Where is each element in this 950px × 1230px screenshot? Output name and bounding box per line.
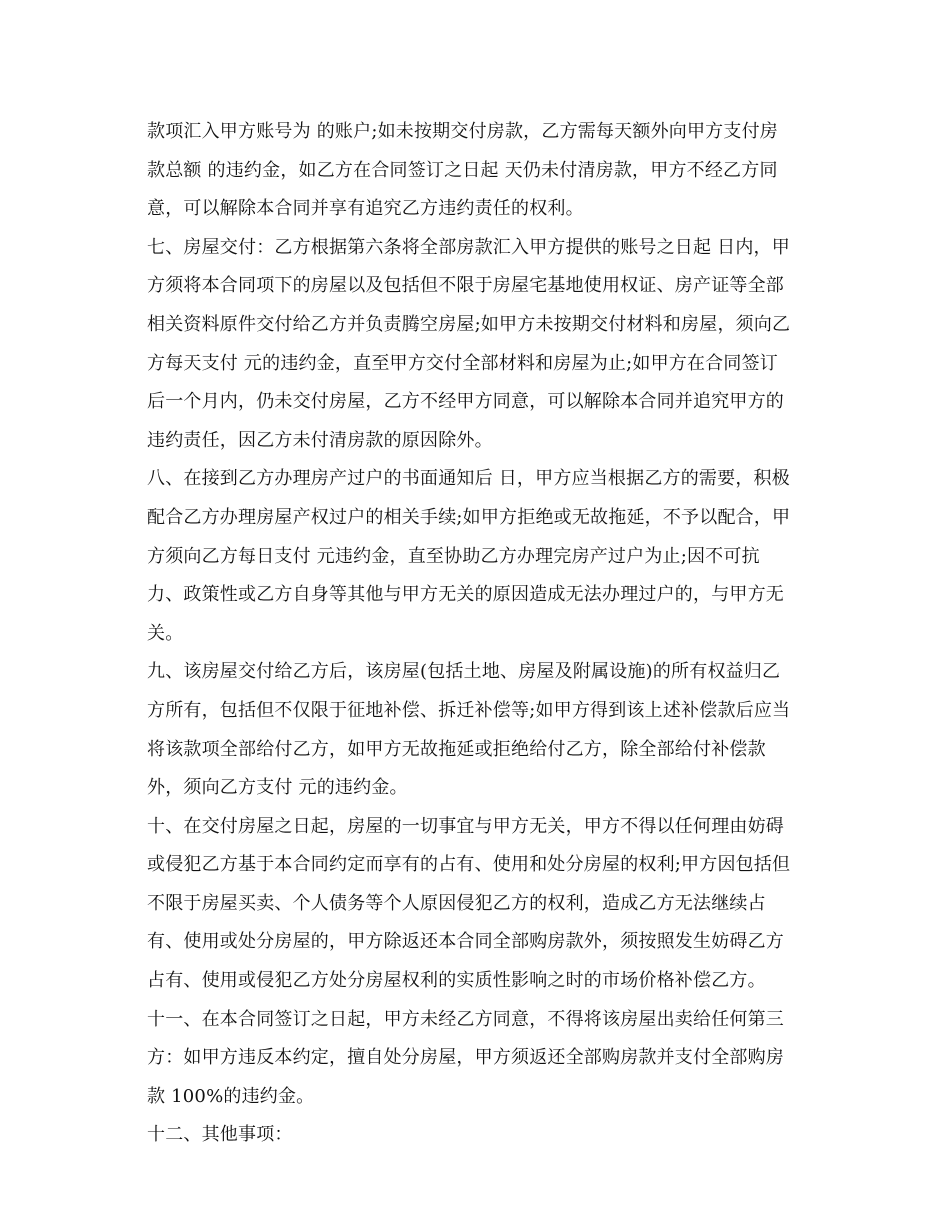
clause-10-heading-line: 十、在交付房屋之日起，房屋的一切事宜与甲方无关，甲方不得以任何理由妨碍 bbox=[147, 815, 784, 837]
clause-11-heading-line: 十一、在本合同签订之日起，甲方未经乙方同意，不得将该房屋出卖给任何第三 bbox=[147, 1008, 784, 1030]
text-line: 方：如甲方违反本约定，擅自处分房屋，甲方须返还全部购房款并支付全部购房 bbox=[147, 1047, 784, 1069]
text-line: 有、使用或处分房屋的，甲方除返还本合同全部购房款外，须按照发生妨碍乙方 bbox=[147, 931, 784, 953]
text-line: 款总额 的违约金，如乙方在合同签订之日起 天仍未付清房款，甲方不经乙方同 bbox=[147, 159, 778, 181]
clause-7-heading-line: 七、房屋交付：乙方根据第六条将全部房款汇入甲方提供的账号之日起 日内，甲 bbox=[147, 236, 790, 258]
text-line: 后一个月内，仍未交付房屋，乙方不经甲方同意，可以解除本合同并追究甲方的 bbox=[147, 391, 784, 413]
text-line: 款 100%的违约金。 bbox=[147, 1085, 315, 1107]
text-line: 违约责任，因乙方未付清房款的原因除外。 bbox=[147, 429, 493, 451]
text-line: 占有、使用或侵犯乙方处分房屋权利的实质性影响之时的市场价格补偿乙方。 bbox=[147, 970, 766, 992]
clause-8-heading-line: 八、在接到乙方办理房产过户的书面通知后 日，甲方应当根据乙方的需要，积极 bbox=[147, 468, 790, 490]
text-line: 方须将本合同项下的房屋以及包括但不限于房屋宅基地使用权证、房产证等全部 bbox=[147, 275, 784, 297]
clause-9-heading-line: 九、该房屋交付给乙方后，该房屋(包括土地、房屋及附属设施)的所有权益归乙 bbox=[147, 661, 781, 683]
text-line: 外，须向乙方支付 元的违约金。 bbox=[147, 777, 408, 799]
text-line: 意，可以解除本合同并享有追究乙方违约责任的权利。 bbox=[147, 198, 584, 220]
text-line: 方须向乙方每日支付 元违约金，直至协助乙方办理完房产过户为止;因不可抗 bbox=[147, 545, 760, 567]
text-line: 或侵犯乙方基于本合同约定而享有的占有、使用和处分房屋的权利;甲方因包括但 bbox=[147, 854, 791, 876]
text-line: 将该款项全部给付乙方，如甲方无故拖延或拒绝给付乙方，除全部给付补偿款 bbox=[147, 738, 766, 760]
text-line: 相关资料原件交付给乙方并负责腾空房屋;如甲方未按期交付材料和房屋，须向乙 bbox=[147, 313, 791, 335]
text-line: 关。 bbox=[147, 622, 184, 644]
text-line: 不限于房屋买卖、个人债务等个人原因侵犯乙方的权利，造成乙方无法继续占 bbox=[147, 892, 766, 914]
text-line: 方所有，包括但不仅限于征地补偿、拆迁补偿等;如甲方得到该上述补偿款后应当 bbox=[147, 699, 791, 721]
contract-body-text bbox=[147, 113, 817, 1155]
text-line: 配合乙方办理房屋产权过户的相关手续;如甲方拒绝或无故拖延，不予以配合，甲 bbox=[147, 506, 791, 528]
clause-12-heading-line: 十二、其他事项： bbox=[147, 1124, 293, 1146]
text-line: 方每天支付 元的违约金，直至甲方交付全部材料和房屋为止;如甲方在合同签订 bbox=[147, 352, 778, 374]
text-line: 力、政策性或乙方自身等其他与甲方无关的原因造成无法办理过户的，与甲方无 bbox=[147, 584, 784, 606]
text-line: 款项汇入甲方账号为 的账户;如未按期交付房款，乙方需每天额外向甲方支付房 bbox=[147, 121, 778, 142]
